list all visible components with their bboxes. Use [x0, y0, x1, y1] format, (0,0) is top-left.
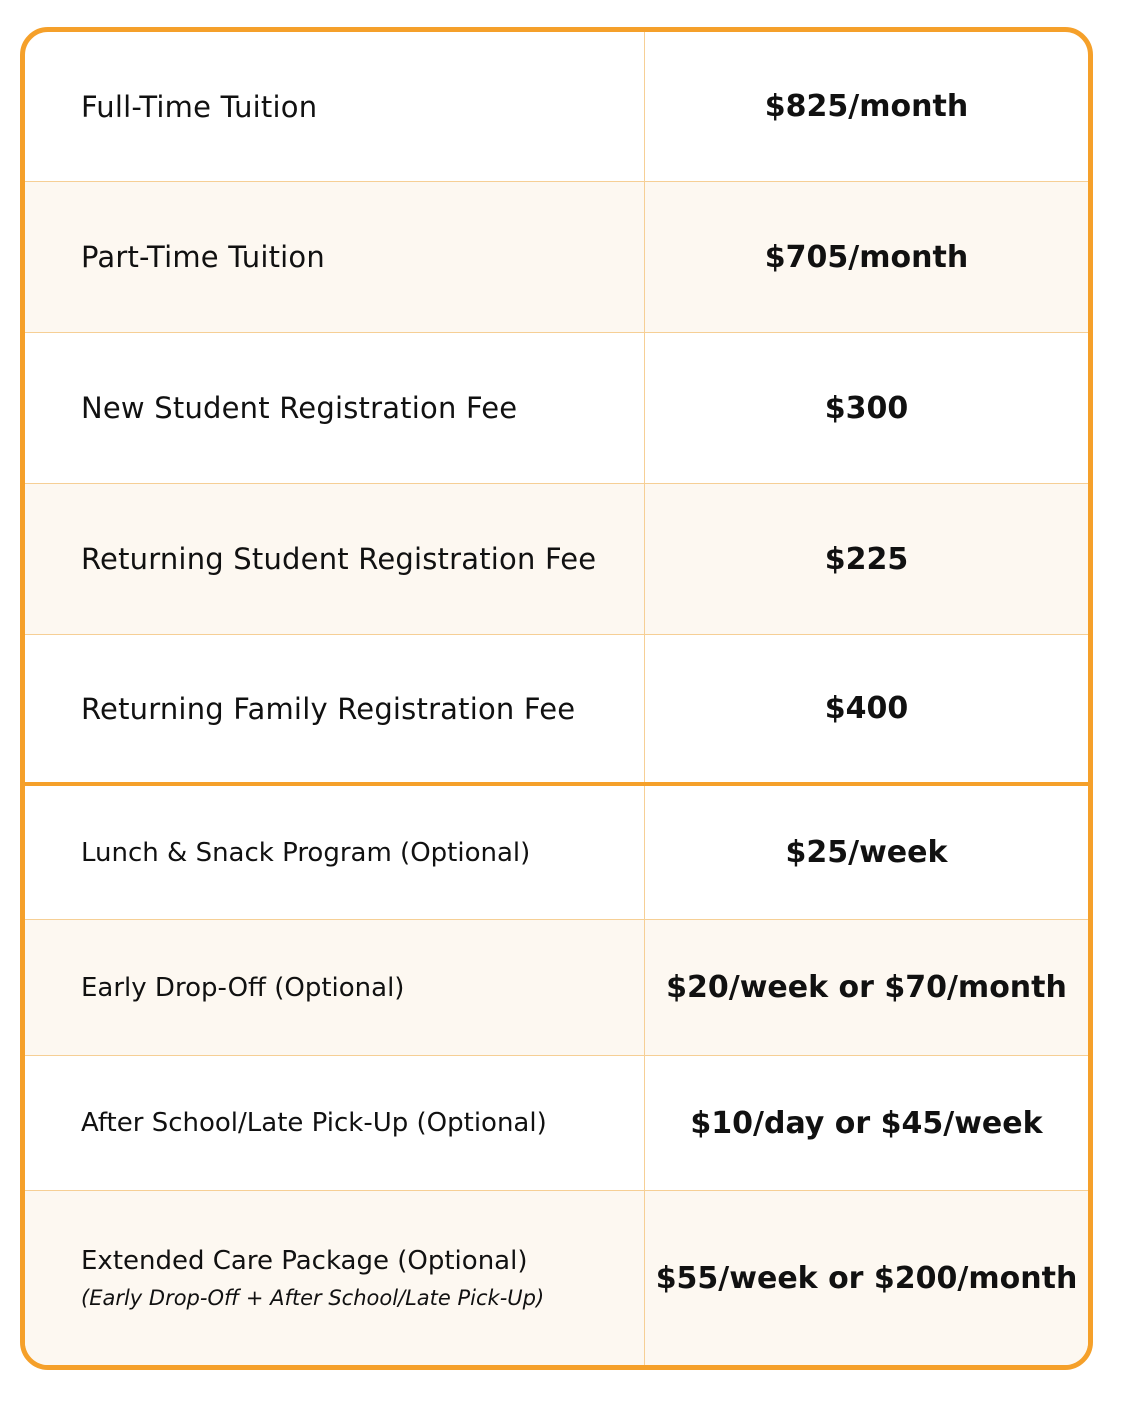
optional-label: Lunch & Snack Program (Optional) [81, 837, 531, 868]
optional-label: After School/Late Pick-Up (Optional) [81, 1108, 547, 1138]
fee-row-part-time-tuition [25, 182, 1088, 333]
fee-price-cell [645, 484, 1088, 634]
fee-row-returning-student-registration [25, 484, 1088, 635]
fee-price: $825/month [764, 89, 969, 124]
fee-label-cell [25, 32, 645, 181]
fee-row-new-student-registration [25, 333, 1088, 484]
fee-label: Full-Time Tuition [81, 89, 318, 124]
optional-price-cell [645, 1191, 1088, 1365]
fee-price: $225 [824, 541, 909, 577]
optional-price: $10/day or $45/week [690, 1105, 1043, 1141]
optional-price: $20/week or $70/month [666, 970, 1067, 1005]
fee-label: Returning Student Registration Fee [81, 542, 597, 576]
fee-row-returning-family-registration [25, 635, 1088, 786]
fee-price-cell [645, 32, 1088, 181]
optional-label: Extended Care Package (Optional) [81, 1246, 528, 1276]
fee-label-cell [25, 333, 645, 483]
fee-label-cell [25, 182, 645, 332]
fee-label: Part-Time Tuition [81, 240, 325, 274]
fee-price-cell [645, 182, 1088, 332]
fee-label: Returning Family Registration Fee [81, 691, 576, 726]
optional-label-cell [25, 1191, 645, 1365]
optional-price-cell [645, 1056, 1088, 1190]
optional-price-cell [645, 786, 1088, 919]
optional-label-cell [25, 1056, 645, 1190]
fee-label-cell [25, 484, 645, 634]
optional-price: $55/week or $200/month [655, 1260, 1078, 1296]
optional-price: $25/week [785, 835, 948, 870]
fee-label-cell [25, 635, 645, 782]
fee-row-full-time-tuition [25, 32, 1088, 182]
fee-price: $300 [824, 390, 909, 426]
optional-label: Early Drop-Off (Optional) [81, 972, 405, 1003]
fee-label: New Student Registration Fee [81, 391, 518, 425]
optional-sublabel: (Early Drop-Off + After School/Late Pick-Up) [81, 1286, 545, 1310]
optional-row-early-drop-off [25, 920, 1088, 1056]
optional-row-after-school-pick-up [25, 1056, 1088, 1191]
optional-label-cell [25, 786, 645, 919]
optional-label-cell [25, 920, 645, 1055]
fee-table [20, 27, 1093, 1370]
fee-price: $400 [824, 691, 909, 726]
fee-price-cell [645, 333, 1088, 483]
optional-row-extended-care-package [25, 1191, 1088, 1365]
optional-row-lunch-snack [25, 786, 1088, 920]
fee-price: $705/month [764, 239, 969, 275]
optional-price-cell [645, 920, 1088, 1055]
fee-price-cell [645, 635, 1088, 782]
